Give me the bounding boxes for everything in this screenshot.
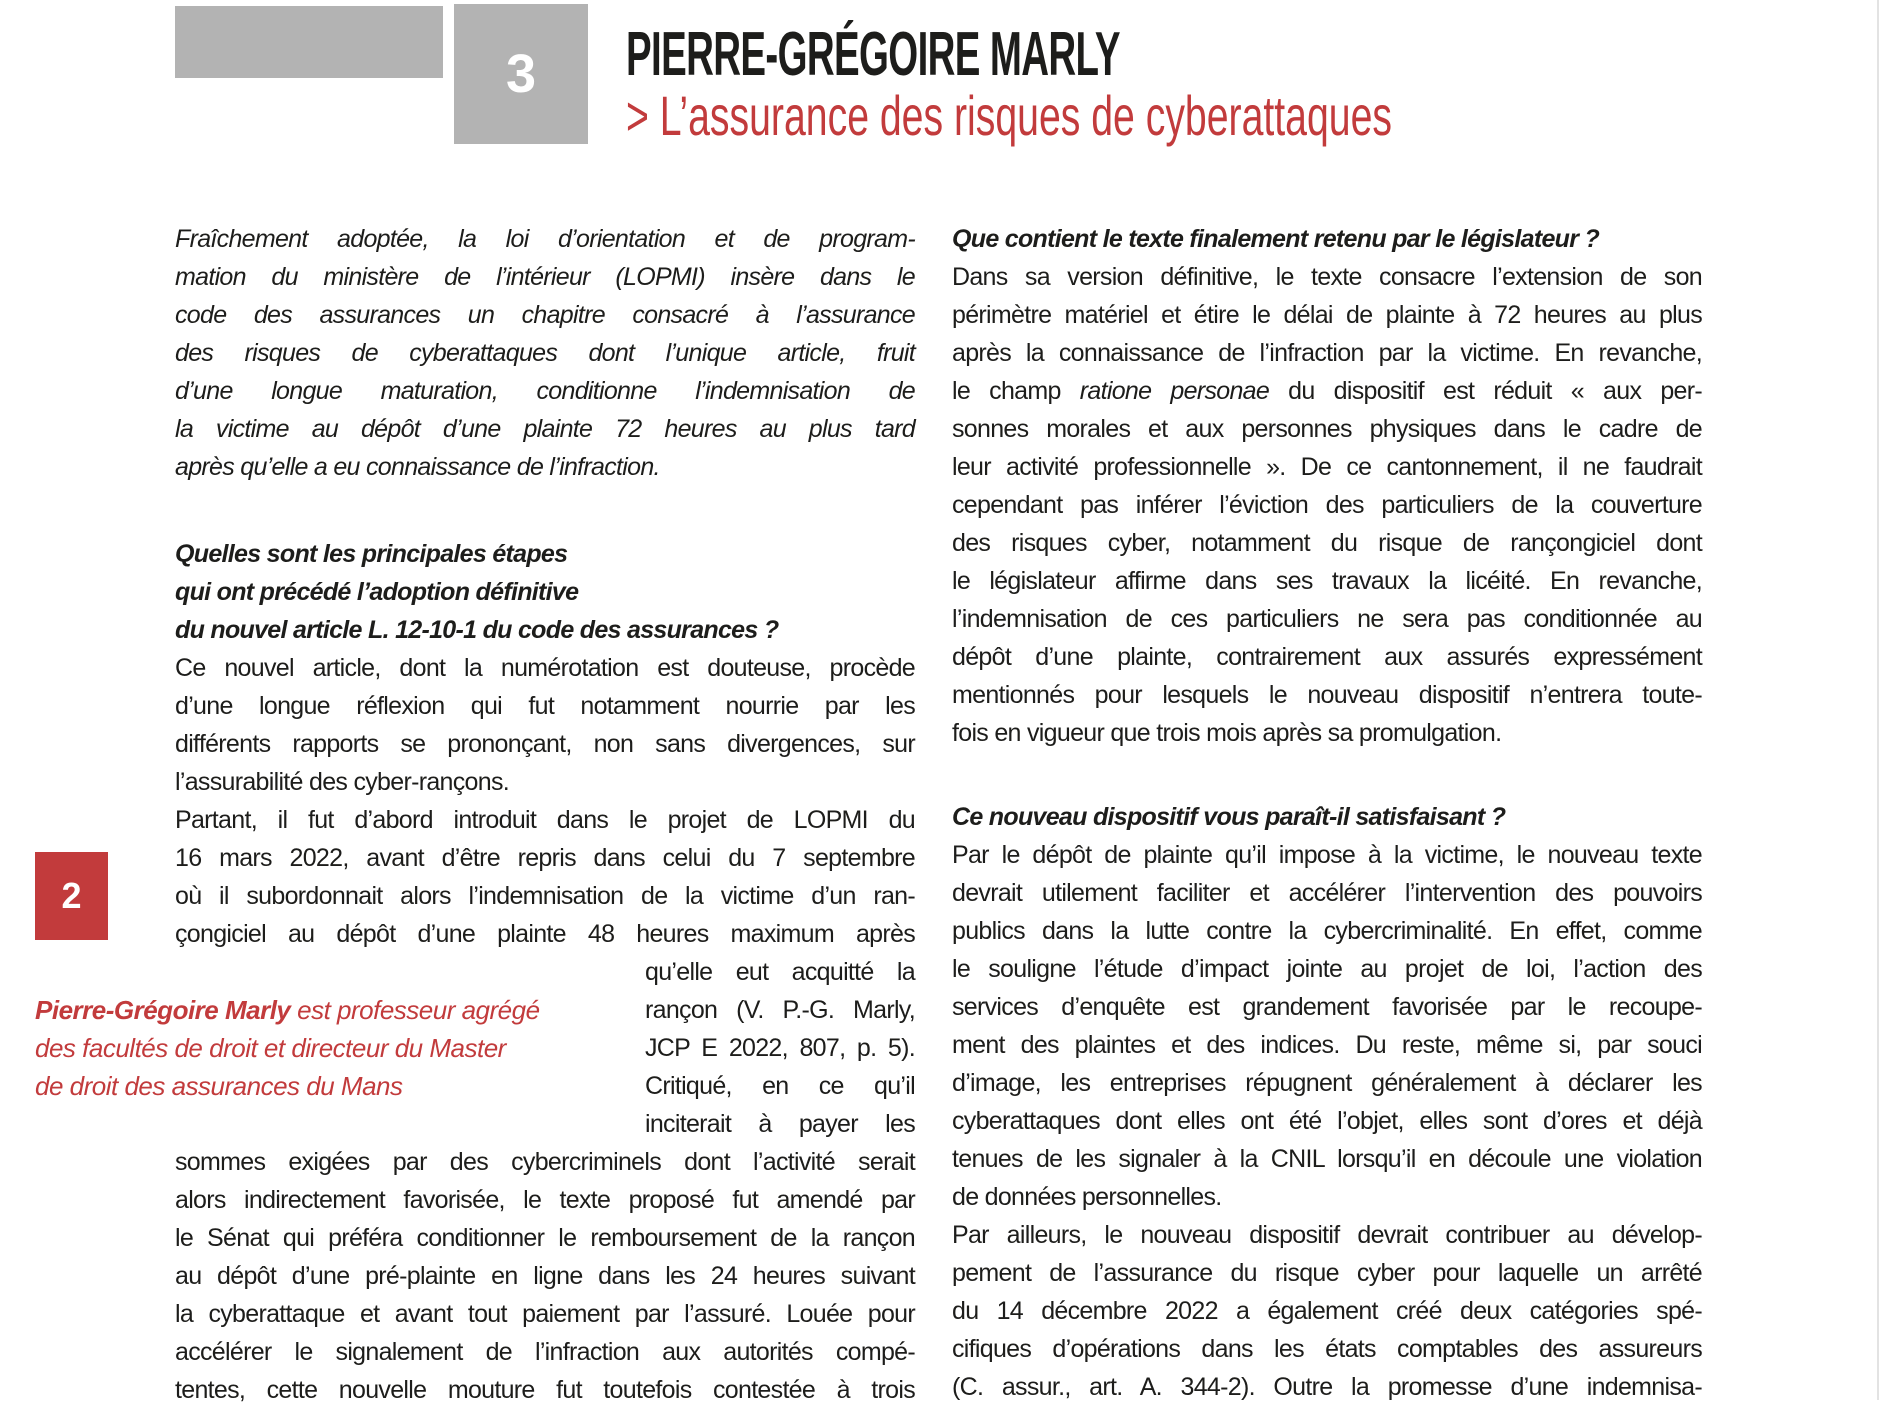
text-line: périmètre matériel et étire le délai de plainte à 72 heures au plus xyxy=(952,301,1702,329)
answer-etapes-wrap-continuation xyxy=(645,953,915,1143)
text-line: Critiqué, en ce qu’il xyxy=(645,1072,915,1100)
answer-dispositif-paragraph-1 xyxy=(952,836,1702,1216)
bio-wrap-row xyxy=(35,953,915,1143)
text-line: tenues de les signaler à la CNIL lorsqu’il en découle une violation xyxy=(952,1145,1702,1173)
text-line: Par le dépôt de plainte qu’il impose à la victime, le nouveau texte xyxy=(952,841,1702,869)
article-author-title: PIERRE-GRÉGOIRE MARLY xyxy=(626,20,1120,89)
text-line: au dépôt d’une pré-plainte en ligne dans les 24 heures suivant xyxy=(175,1262,915,1290)
text-line: Quelles sont les principales étapes xyxy=(175,540,568,568)
text-line: (C. assur., art. A. 344-2). Outre la promesse d’une indemnisa- xyxy=(952,1373,1702,1401)
text-line: Fraîchement adoptée, la loi d’orientation et de program- xyxy=(175,225,915,253)
text-line: Par ailleurs, le nouveau dispositif devrait contribuer au dévelop- xyxy=(952,1221,1702,1249)
author-bio xyxy=(35,953,623,1143)
text-line: tentes, cette nouvelle mouture fut toutefois contestée à trois xyxy=(175,1376,915,1404)
text-line: qu’elle eut acquitté la xyxy=(645,958,915,986)
left-column xyxy=(35,220,915,1409)
text-line: ment des plaintes et des indices. Du reste, même si, par souci xyxy=(952,1031,1702,1059)
text-line: Ce nouvel article, dont la numérotation est douteuse, procède xyxy=(175,654,915,682)
text-line: alors indirectement favorisée, le texte proposé fut amendé par xyxy=(175,1186,915,1214)
header-gray-bar xyxy=(175,6,443,78)
text-line: Partant, il fut d’abord introduit dans le projet de LOPMI du xyxy=(175,806,915,834)
text-line: l’assurabilité des cyber-rançons. xyxy=(175,768,510,796)
section-number-box xyxy=(454,4,588,144)
text-line: mentionnés pour lesquels le nouveau dispositif n’entrera toute- xyxy=(952,681,1702,709)
text-line: Dans sa version définitive, le texte consacre l’extension de son xyxy=(952,263,1702,291)
answer-etapes-paragraph-1 xyxy=(175,649,915,801)
text-line: devrait utilement faciliter et accélérer l’intervention des pouvoirs xyxy=(952,879,1702,907)
text-line: après qu’elle a eu connaissance de l’infraction. xyxy=(175,453,660,481)
text-line: inciterait à payer les xyxy=(645,1110,915,1138)
text-line: la victime au dépôt d’une plainte 72 heures au plus tard xyxy=(175,415,915,443)
text-line: mation du ministère de l’intérieur (LOPMI) insère dans le xyxy=(175,263,915,291)
text-line: rançon (V. P.-G. Marly, xyxy=(645,996,915,1024)
text-line: d’une longue maturation, conditionne l’indemnisation de xyxy=(175,377,915,405)
text-line: des risques cyber, notamment du risque de rançongiciel dont xyxy=(952,529,1702,557)
page-number: 2 xyxy=(61,875,82,916)
text-line: sommes exigées par des cybercriminels dont l’activité serait xyxy=(175,1148,915,1176)
text-line: leur activité professionnelle ». De ce cantonnement, il ne faudrait xyxy=(952,453,1702,481)
text-line: le champ ratione personae du dispositif est réduit « aux per- xyxy=(952,377,1702,405)
page-number-badge xyxy=(35,852,108,940)
text-line: pement de l’assurance du risque cyber pour laquelle un arrêté xyxy=(952,1259,1702,1287)
text-line: des risques de cyberattaques dont l’unique article, fruit xyxy=(175,339,915,367)
intro-paragraph xyxy=(175,220,915,486)
text-line: JCP E 2022, 807, p. 5). xyxy=(645,1034,915,1062)
text-line: la cyberattaque et avant tout paiement par l’assuré. Louée pour xyxy=(175,1300,915,1328)
section-number: 3 xyxy=(505,44,537,104)
article-subtitle: > L’assurance des risques de cyberattaques xyxy=(626,84,1392,147)
text-line: sonnes morales et aux personnes physiques dans le cadre de xyxy=(952,415,1702,443)
answer-texte-retenu xyxy=(952,258,1702,752)
text-line: du nouvel article L. 12-10-1 du code des assurances ? xyxy=(175,616,779,644)
text-line: le Sénat qui préféra conditionner le remboursement de la rançon xyxy=(175,1224,915,1252)
answer-etapes-paragraph-2a xyxy=(175,801,915,953)
text-line: l’indemnisation de ces particuliers ne sera pas conditionnée au xyxy=(952,605,1702,633)
text-line: des facultés de droit et directeur du Master xyxy=(35,1033,506,1063)
text-line: après la connaissance de l’infraction par la victime. En revanche, xyxy=(952,339,1702,367)
text-line: qui ont précédé l’adoption définitive xyxy=(175,578,579,606)
text-line: le législateur affirme dans ses travaux la licéité. En revanche, xyxy=(952,567,1702,595)
text-line: publics dans la lutte contre la cybercriminalité. En effet, comme xyxy=(952,917,1702,945)
text-line: le souligne l’étude d’impact jointe au projet de loi, l’action des xyxy=(952,955,1702,983)
question-etapes xyxy=(175,535,915,649)
text-line: fois en vigueur que trois mois après sa promulgation. xyxy=(952,719,1502,747)
text-line: d’image, les entreprises répugnent généralement à déclarer les xyxy=(952,1069,1702,1097)
text-line: code des assurances un chapitre consacré à l’assurance xyxy=(175,301,915,329)
text-line: où il subordonnait alors l’indemnisation de la victime d’un ran- xyxy=(175,882,915,910)
text-line: dépôt d’une plainte, contrairement aux assurés expressément xyxy=(952,643,1702,671)
text-line: accélérer le signalement de l’infraction aux autorités compé- xyxy=(175,1338,915,1366)
text-line: de droit des assurances du Mans xyxy=(35,1071,403,1101)
text-line: çongiciel au dépôt d’une plainte 48 heures maximum après xyxy=(175,920,915,948)
text-line: d’une longue réflexion qui fut notamment nourrie par les xyxy=(175,692,915,720)
text-line: Pierre-Grégoire Marly est professeur agrégé xyxy=(35,995,540,1025)
text-line: cependant pas inférer l’éviction des particuliers de la couverture xyxy=(952,491,1702,519)
page-edge-line xyxy=(1877,0,1879,1400)
right-column xyxy=(952,220,1702,1406)
text-line: du 14 décembre 2022 a également créé deux catégories spé- xyxy=(952,1297,1702,1325)
answer-etapes-paragraph-2b xyxy=(175,1143,915,1409)
text-line: différents rapports se prononçant, non sans divergences, sur xyxy=(175,730,915,758)
question-texte-retenu: Que contient le texte finalement retenu par le législateur ? xyxy=(952,225,1600,253)
text-line: 16 mars 2022, avant d’être repris dans celui du 7 septembre xyxy=(175,844,915,872)
answer-dispositif-paragraph-2 xyxy=(952,1216,1702,1406)
text-line: de données personnelles. xyxy=(952,1183,1222,1211)
text-line: cifiques d’opérations dans les états comptables des assureurs xyxy=(952,1335,1702,1363)
text-line: cyberattaques dont elles ont été l’objet, elles sont d’ores et déjà xyxy=(952,1107,1702,1135)
question-dispositif-satisfaisant: Ce nouveau dispositif vous paraît-il satisfaisant ? xyxy=(952,803,1506,831)
text-line: services d’enquête est grandement favorisée par le recoupe- xyxy=(952,993,1702,1021)
